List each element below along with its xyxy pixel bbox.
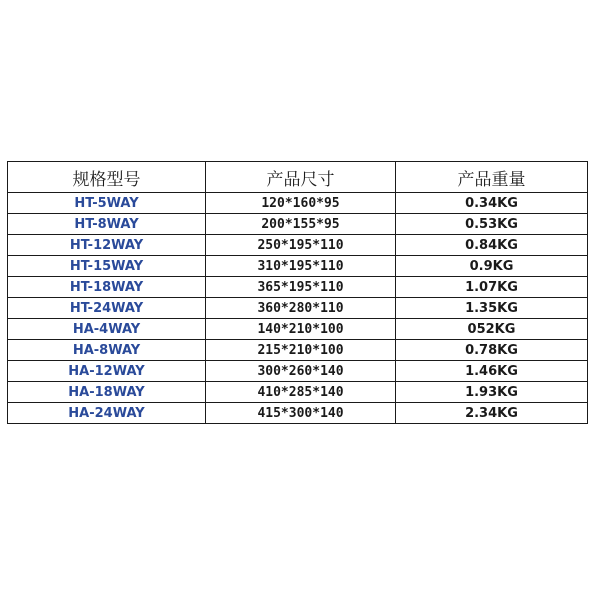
table-row: [8, 298, 588, 319]
table-row: [8, 382, 588, 403]
weight-cell: 0.34KG: [396, 193, 588, 214]
size-cell: 250*195*110: [206, 235, 396, 256]
model-cell: HT-15WAY: [8, 256, 206, 277]
weight-cell: 0.9KG: [396, 256, 588, 277]
weight-cell: 0.84KG: [396, 235, 588, 256]
weight-cell: 1.07KG: [396, 277, 588, 298]
table-row: [8, 403, 588, 424]
table-row: [8, 235, 588, 256]
table-row: [8, 256, 588, 277]
weight-cell: 1.35KG: [396, 298, 588, 319]
size-cell: 300*260*140: [206, 361, 396, 382]
header-model: 规格型号: [8, 162, 206, 193]
model-cell: HA-18WAY: [8, 382, 206, 403]
model-cell: HA-24WAY: [8, 403, 206, 424]
weight-cell: 1.93KG: [396, 382, 588, 403]
model-cell: HT-5WAY: [8, 193, 206, 214]
weight-cell: 052KG: [396, 319, 588, 340]
weight-cell: 1.46KG: [396, 361, 588, 382]
model-cell: HT-8WAY: [8, 214, 206, 235]
table-row: [8, 340, 588, 361]
size-cell: 200*155*95: [206, 214, 396, 235]
size-cell: 415*300*140: [206, 403, 396, 424]
size-cell: 365*195*110: [206, 277, 396, 298]
weight-cell: 2.34KG: [396, 403, 588, 424]
weight-cell: 0.78KG: [396, 340, 588, 361]
model-cell: HT-18WAY: [8, 277, 206, 298]
size-cell: 140*210*100: [206, 319, 396, 340]
model-cell: HA-12WAY: [8, 361, 206, 382]
model-cell: HA-8WAY: [8, 340, 206, 361]
size-cell: 410*285*140: [206, 382, 396, 403]
size-cell: 215*210*100: [206, 340, 396, 361]
size-cell: 120*160*95: [206, 193, 396, 214]
table-row: [8, 193, 588, 214]
header-size: 产品尺寸: [206, 162, 396, 193]
weight-cell: 0.53KG: [396, 214, 588, 235]
size-cell: 360*280*110: [206, 298, 396, 319]
model-cell: HT-24WAY: [8, 298, 206, 319]
table-row: [8, 214, 588, 235]
header-row: [8, 162, 588, 193]
model-cell: HA-4WAY: [8, 319, 206, 340]
header-weight: 产品重量: [396, 162, 588, 193]
spec-table: [7, 161, 588, 424]
table-row: [8, 319, 588, 340]
table-row: [8, 277, 588, 298]
model-cell: HT-12WAY: [8, 235, 206, 256]
size-cell: 310*195*110: [206, 256, 396, 277]
table-row: [8, 361, 588, 382]
